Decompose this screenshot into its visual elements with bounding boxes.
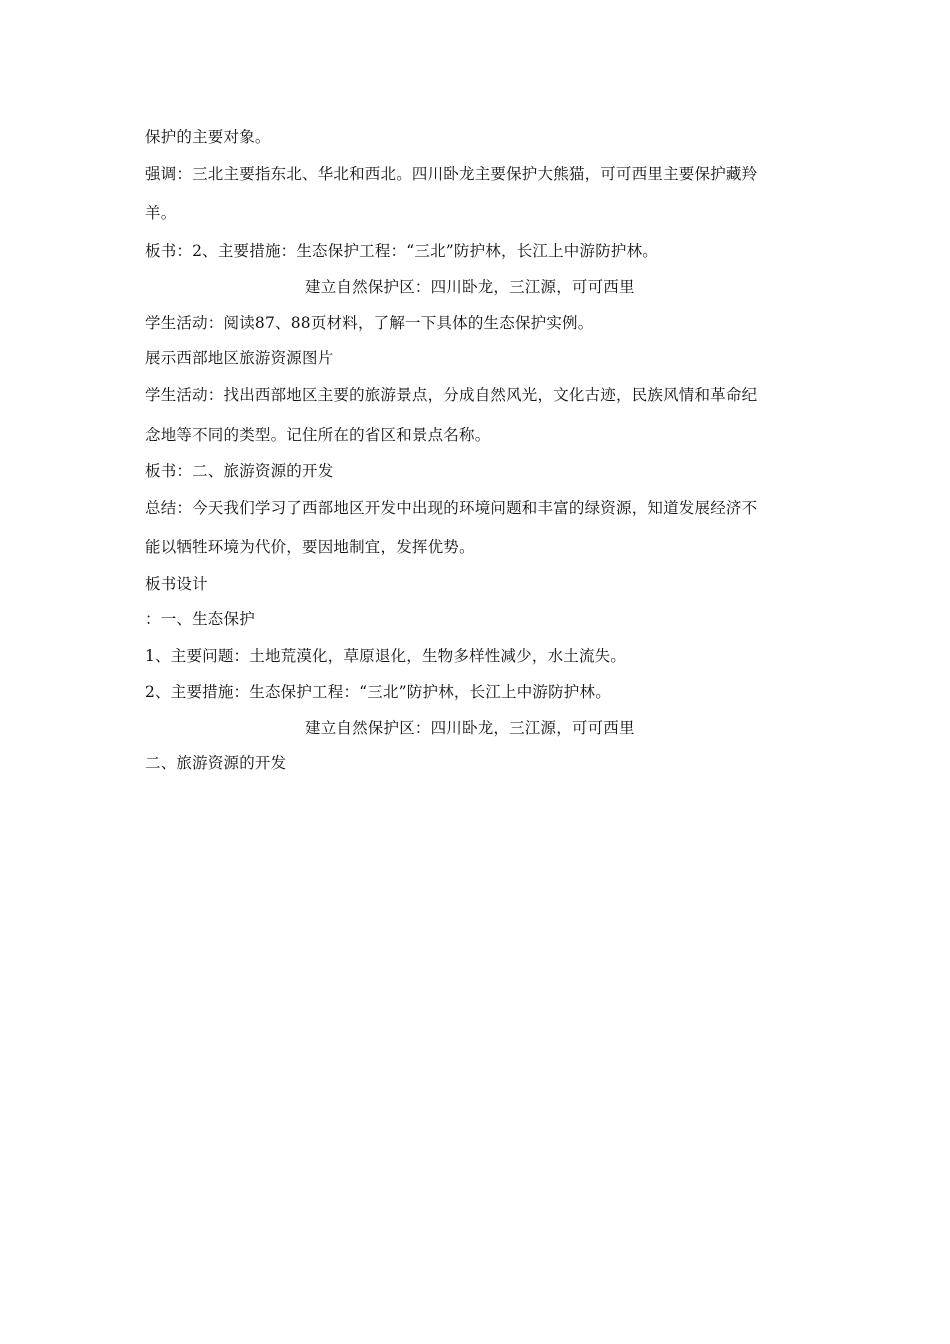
text-line: 学生活动：阅读87、88页材料，了解一下具体的生态保护实例。: [145, 314, 594, 332]
text-line: 板书：二、旅游资源的开发: [145, 462, 334, 480]
text-line: 板书：2、主要措施：生态保护工程：“三北”防护林，长江上中游防护林。: [145, 242, 659, 260]
text-line-indented: 建立自然保护区：四川卧龙，三江源，可可西里: [305, 278, 635, 296]
text-line: 1、主要问题：土地荒漠化，草原退化，生物多样性减少，水土流失。: [145, 647, 627, 665]
text-line: 展示西部地区旅游资源图片: [145, 349, 334, 367]
text-line: 能以牺牲环境为代价，要因地制宜，发挥优势。: [145, 538, 475, 556]
text-line: ：一、生态保护: [145, 610, 255, 628]
text-line: 总结：今天我们学习了西部地区开发中出现的环境问题和丰富的绿资源，知道发展经济不: [145, 499, 758, 517]
text-line: 念地等不同的类型。记住所在的省区和景点名称。: [145, 426, 491, 444]
text-line: 羊。: [145, 204, 177, 222]
text-line-indented: 建立自然保护区：四川卧龙，三江源，可可西里: [305, 719, 635, 737]
text-line: 板书设计: [145, 575, 208, 593]
text-line: 2、主要措施：生态保护工程：“三北”防护林，长江上中游防护林。: [145, 683, 611, 701]
text-line: 二、旅游资源的开发: [145, 754, 287, 772]
text-line: 学生活动：找出西部地区主要的旅游景点，分成自然风光，文化古迹，民族风情和革命纪: [145, 386, 758, 404]
text-line: 强调：三北主要指东北、华北和西北。四川卧龙主要保护大熊猫，可可西里主要保护藏羚: [145, 165, 758, 183]
text-line: 保护的主要对象。: [145, 128, 271, 146]
